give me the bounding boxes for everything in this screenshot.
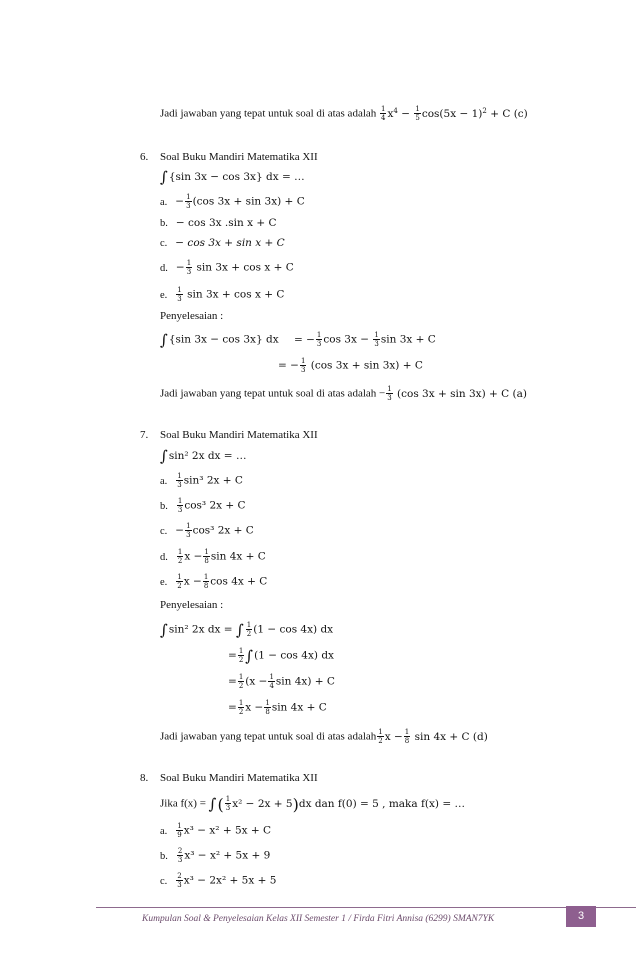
fraction: $\frac{1}{5}$ (415, 105, 420, 122)
q7-solution-label: Penyelesaian : (160, 599, 224, 611)
q6-number: 6. (140, 151, 149, 163)
q7-solution-step-2: = $\frac{1}{2}$ ∫(1 − cos 4x) dx (228, 646, 334, 665)
q7-option-e: e. $\frac{1}{2}$ x − $\frac{1}{8}$ cos 4x + C (160, 573, 268, 590)
q7-number: 7. (140, 429, 149, 441)
q6-question: ∫{sin 3x − cos 3x} dx = … (160, 168, 305, 186)
q7-option-c: c. − $\frac{1}{3}$ cos³ 2x + C (160, 522, 254, 539)
q7-title: Soal Buku Mandiri Matematika XII (160, 429, 318, 441)
q7-answer-line: Jadi jawaban yang tepat untuk soal di atas adalah $\frac{1}{2}$ x − $\frac{1}{8}$ sin 4x + C (d) (160, 728, 488, 745)
footer-text: Kumpulan Soal & Penyelesaian Kelas XII Semester 1 / Firda Fitri Annisa (6299) SMAN7YK (142, 914, 495, 924)
q7-solution-step-1: ∫sin² 2x dx = ∫ $\frac{1}{2}$ (1 − cos 4x) dx (160, 620, 334, 639)
q6-answer-line: Jadi jawaban yang tepat untuk soal di atas adalah − $\frac{1}{3}$ (cos 3x + sin 3x) + C (a) (160, 385, 527, 402)
footer-rule (96, 907, 636, 908)
q7-solution-step-4: = $\frac{1}{2}$ x − $\frac{1}{8}$ sin 4x + C (228, 699, 327, 716)
q8-question: Jika f(x) = ∫( $\frac{1}{3}$ x² − 2x + 5)dx dan f(0) = 5 , maka f(x) = … (160, 794, 465, 814)
q6-option-d: d. − $\frac{1}{3}$ sin 3x + cos x + C (160, 259, 294, 276)
q8-option-a: a. $\frac{1}{9}$ x³ − x² + 5x + C (160, 822, 272, 839)
q8-option-c: c. $\frac{2}{3}$ x³ − 2x² + 5x + 5 (160, 872, 277, 889)
q7-question: ∫sin² 2x dx = … (160, 447, 247, 465)
q6-solution-step-2: = − $\frac{1}{3}$ (cos 3x + sin 3x) + C (278, 357, 423, 374)
q6-option-c: c. − cos 3x + sin x + C (160, 237, 285, 249)
q6-solution-label: Penyelesaian : (160, 310, 224, 322)
intro-answer-line: Jadi jawaban yang tepat untuk soal di atas adalah $\frac{1}{4}$ $x^4$ − $\frac{1}{5}$ $\cos(5x - 1)^2 + C$ (c) (160, 105, 528, 122)
q6-title: Soal Buku Mandiri Matematika XII (160, 151, 318, 163)
q6-option-b: b. − cos 3x .sin x + C (160, 217, 277, 229)
q8-option-b: b. $\frac{2}{3}$ x³ − x² + 5x + 9 (160, 847, 271, 864)
q7-option-d: d. $\frac{1}{2}$ x − $\frac{1}{8}$ sin 4x + C (160, 548, 266, 565)
q8-title: Soal Buku Mandiri Matematika XII (160, 772, 318, 784)
q8-number: 8. (140, 772, 149, 784)
fraction: $\frac{1}{4}$ (381, 105, 386, 122)
q6-solution-step-1: ∫{sin 3x − cos 3x} dx = − $\frac{1}{3}$ cos 3x − $\frac{1}{3}$ sin 3x + C (160, 330, 436, 349)
q7-option-b: b. $\frac{1}{3}$ cos³ 2x + C (160, 497, 246, 514)
q6-option-e: e. $\frac{1}{3}$ sin 3x + cos x + C (160, 286, 285, 303)
q6-option-a: a. − $\frac{1}{3}$ (cos 3x + sin 3x) + C (160, 193, 305, 210)
q7-solution-step-3: = $\frac{1}{2}$ (x − $\frac{1}{4}$ sin 4x) + C (228, 673, 335, 690)
page-number: 3 (566, 906, 596, 927)
q7-option-a: a. $\frac{1}{3}$ sin³ 2x + C (160, 472, 243, 489)
